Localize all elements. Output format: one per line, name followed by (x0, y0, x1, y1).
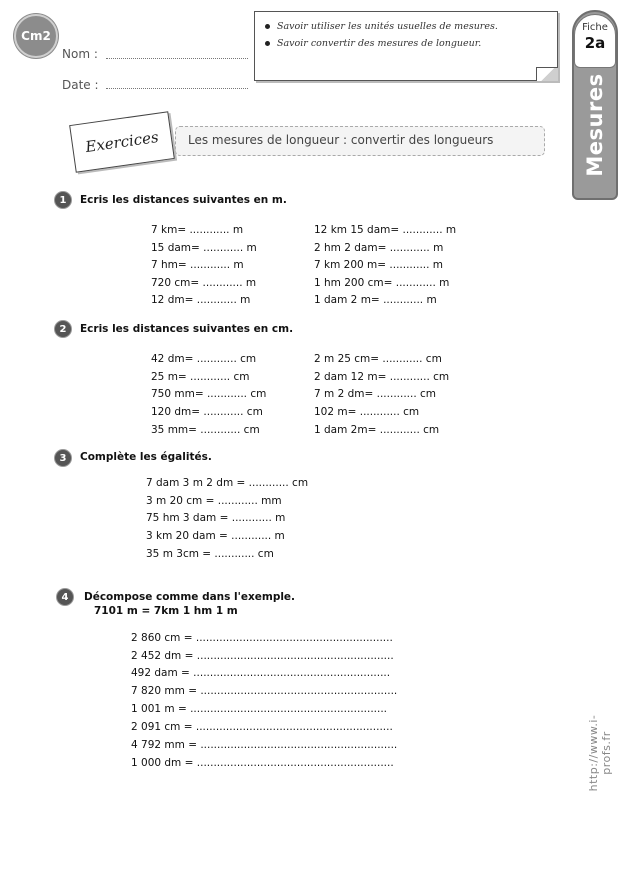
date-label: Date : (62, 78, 99, 92)
ex4-item[interactable]: 492 dam = ........................................................... (131, 667, 391, 679)
sheet-title: Les mesures de longueur : convertir des longueurs (188, 133, 494, 147)
date-line[interactable] (106, 88, 248, 89)
ex2-item[interactable]: 35 mm= ............ cm (151, 424, 260, 436)
ex3-item[interactable]: 3 m 20 cm = ............ mm (146, 495, 282, 507)
ex2-item[interactable]: 2 dam 12 m= ............ cm (314, 371, 450, 383)
exercise-4-title: Décompose comme dans l'exemple. (84, 591, 296, 603)
exercise-1-number: 1 (54, 191, 72, 209)
ex1-item[interactable]: 720 cm= ............ m (151, 277, 257, 289)
ex1-item[interactable]: 12 dm= ............ m (151, 294, 251, 306)
ex3-item[interactable]: 3 km 20 dam = ............ m (146, 530, 285, 542)
ex3-item[interactable]: 35 m 3cm = ............ cm (146, 548, 274, 560)
ex1-item[interactable]: 7 km= ............ m (151, 224, 244, 236)
ex1-item[interactable]: 2 hm 2 dam= ............ m (314, 242, 444, 254)
ex2-item[interactable]: 102 m= ............ cm (314, 406, 420, 418)
ex4-item[interactable]: 2 091 cm = ........................................................... (131, 721, 393, 733)
ex4-item[interactable]: 4 792 mm = ........................................................... (131, 739, 398, 751)
ex1-item[interactable]: 1 hm 200 cm= ............ m (314, 277, 450, 289)
ex3-item[interactable]: 7 dam 3 m 2 dm = ............ cm (146, 477, 309, 489)
ex4-item[interactable]: 1 001 m = ........................................................... (131, 703, 388, 715)
ex4-item[interactable]: 7 820 mm = ........................................................... (131, 685, 398, 697)
name-line[interactable] (106, 58, 248, 59)
exercise-3-title: Complète les égalités. (80, 451, 212, 463)
ex1-item[interactable]: 1 dam 2 m= ............ m (314, 294, 437, 306)
ex2-item[interactable]: 1 dam 2m= ............ cm (314, 424, 440, 436)
objective-item: Savoir convertir des mesures de longueur. (265, 35, 549, 52)
ex2-item[interactable]: 750 mm= ............ cm (151, 388, 267, 400)
exercise-2-number: 2 (54, 320, 72, 338)
fiche-label: Fiche (582, 22, 608, 33)
ex1-item[interactable]: 7 km 200 m= ............ m (314, 259, 444, 271)
site-url[interactable]: http://www.i-profs.fr (587, 714, 613, 792)
ex2-item[interactable]: 120 dm= ............ cm (151, 406, 263, 418)
page-fold-icon (536, 67, 558, 81)
fiche-badge (574, 14, 616, 68)
objectives-box (254, 11, 558, 81)
exercise-4-example: 7101 m = 7km 1 hm 1 m (94, 605, 238, 617)
ex1-item[interactable]: 15 dam= ............ m (151, 242, 257, 254)
ex4-item[interactable]: 2 452 dm = ........................................................... (131, 650, 394, 662)
subject-title: Mesures (583, 73, 607, 177)
exercices-stamp-label: Exercices (84, 127, 160, 157)
ex2-item[interactable]: 7 m 2 dm= ............ cm (314, 388, 437, 400)
ex1-item[interactable]: 7 hm= ............ m (151, 259, 244, 271)
ex2-item[interactable]: 42 dm= ............ cm (151, 353, 257, 365)
objective-item: Savoir utiliser les unités usuelles de mesures. (265, 18, 549, 35)
exercices-stamp (69, 111, 175, 172)
ex2-item[interactable]: 25 m= ............ cm (151, 371, 250, 383)
level-badge: Cm2 (14, 14, 58, 58)
ex4-item[interactable]: 2 860 cm = ........................................................... (131, 632, 393, 644)
ex3-item[interactable]: 75 hm 3 dam = ............ m (146, 512, 286, 524)
exercise-3-number: 3 (54, 449, 72, 467)
exercise-4-number: 4 (56, 588, 74, 606)
fiche-number: 2a (584, 34, 606, 52)
ex2-item[interactable]: 2 m 25 cm= ............ cm (314, 353, 442, 365)
exercise-1-title: Ecris les distances suivantes en m. (80, 194, 287, 206)
exercise-2-title: Ecris les distances suivantes en cm. (80, 323, 294, 335)
ex1-item[interactable]: 12 km 15 dam= ............ m (314, 224, 457, 236)
name-label: Nom : (62, 47, 98, 61)
ex4-item[interactable]: 1 000 dm = ........................................................... (131, 757, 394, 769)
